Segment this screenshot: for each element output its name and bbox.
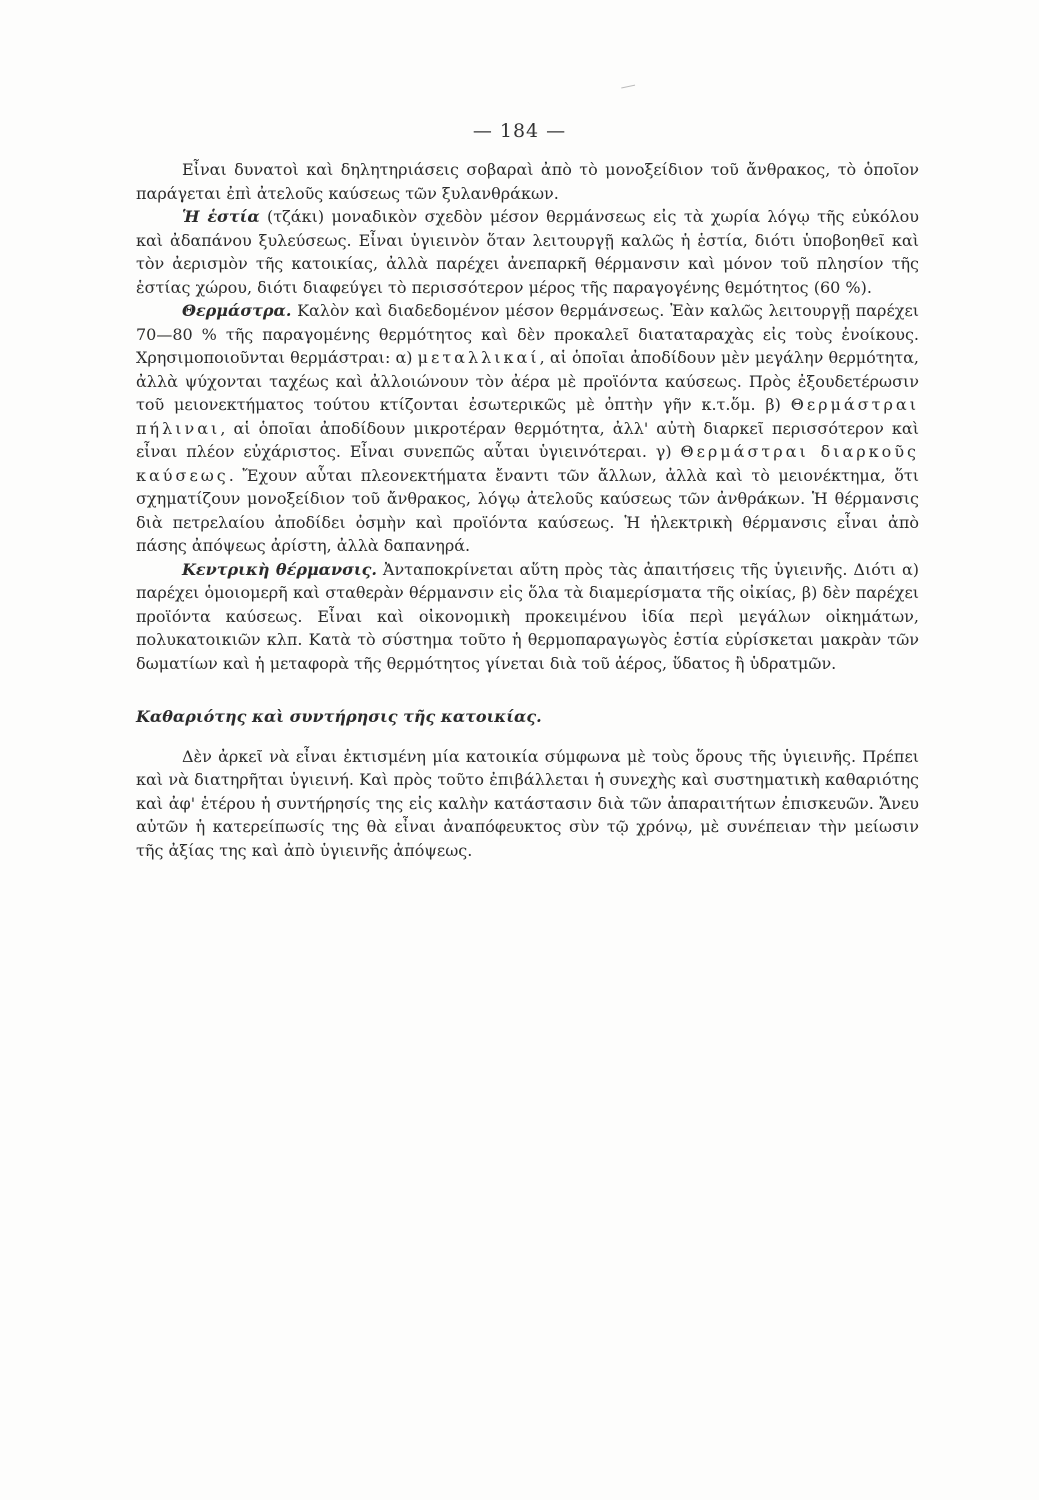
paragraph-stoves bbox=[136, 299, 919, 558]
spaced-term-continuous: Θερμάστραι διαρκοῦς καύσεως bbox=[136, 442, 920, 485]
page-number: — 184 — bbox=[472, 120, 567, 142]
scan-speck bbox=[621, 85, 637, 97]
paragraph-central-heating-lead: Κεντρικὴ θέρμανσις. bbox=[182, 559, 377, 579]
paragraph-intro bbox=[136, 158, 919, 205]
paragraph-stoves-text-d: . Ἔχουν αὗται πλεονεκτήματα ἔναντι τῶν ἄλλων, ἀλλὰ καὶ τὸ μειονέκτημα, ὅτι σχηματίζουν μονοξείδιον τοῦ ἄνθρακος, λόγῳ ἀτελοῦς καύσεως τῶν ἀνθράκων. Ἡ θέρμανσις διὰ πετρελαίου ἀποδίδει ὀσμὴν καὶ προϊόντα καύσεως. Ἡ ἠλεκτρικὴ θέρμανσις εἶναι ἀπὸ πάσης ἀπόψεως ἀρίστη, ἀλλὰ δαπανηρά. bbox=[136, 465, 919, 555]
paragraph-hearth-lead: Ἡ ἑστία bbox=[182, 207, 260, 226]
spaced-term-clay: Θερμάστραι πήλιναι bbox=[136, 395, 919, 438]
paragraph-maintenance bbox=[136, 745, 919, 863]
paragraph-stoves-text-c: , αἱ ὁποῖαι ἀποδίδουν μικροτέραν θερμότητα, ἀλλ' αὐτὴ διαρκεῖ περισσότερον καὶ εἶναι πλέον εὐχάριστος. Εἶναι συνεπῶς αὗται ὑγιεινότεραι. γ) bbox=[136, 418, 919, 461]
paragraph-intro-text: Εἶναι δυνατοὶ καὶ δηλητηριάσεις σοβαραὶ ἀπὸ τὸ μονοξείδιον τοῦ ἄνθρακος, τὸ ὁποῖον παράγεται ἐπὶ ἀτελοῦς καύσεως τῶν ξυλανθράκων. bbox=[136, 160, 919, 203]
paragraph-hearth-text: (τζάκι) μοναδικὸν σχεδὸν μέσον θερμάνσεως εἰς τὰ χωρία λόγῳ τῆς εὐκόλου καὶ ἀδαπάνου ξυλεύσεως. Εἶναι ὑγιεινὸν ὅταν λειτουργῇ καλῶς ἡ ἑστία, διότι ὑποβοηθεῖ καὶ τὸν ἀερισμὸν τῆς κατοικίας, ἀλλὰ παρέχει ἀνεπαρκῆ θέρμανσιν καὶ μόνον τοῦ πλησίον τῆς ἑστίας χώρου, διότι διαφεύγει τὸ περισσότερον μέρος τῆς παραγογένης θεμότητος (60 %). bbox=[136, 207, 920, 297]
section-heading: Καθαριότης καὶ συντήρησις τῆς κατοικίας. bbox=[136, 707, 542, 726]
spaced-term-metal: μεταλλικαί bbox=[417, 348, 540, 367]
page-body bbox=[136, 158, 919, 862]
paragraph-central-heating bbox=[136, 558, 919, 676]
paragraph-stoves-text-b: , αἱ ὁποῖαι ἀποδίδουν μὲν μεγάλην θερμότητα, ἀλλὰ ψύχονται ταχέως καὶ ἀλλοιώνουν τὸν ἀέρα μὲ προϊόντα καύσεως. Πρὸς ἐξουδετέρωσιν τοῦ μειονεκτήματος τούτου κτίζονται ἐσωτερικῶς μὲ ὀπτὴν γῆν κ.τ.ὅμ. β) bbox=[136, 348, 919, 414]
paragraph-central-heating-text: Ἀνταποκρίνεται αὕτη πρὸς τὰς ἀπαιτήσεις τῆς ὑγιεινῆς. Διότι α) παρέχει ὁμοιομερῆ καὶ σταθερὰν θέρμανσιν εἰς ὅλα τὰ διαμερίσματα τῆς οἰκίας, β) δὲν παρέχει προϊόντα καύσεως. Εἶναι καὶ οἰκονομικὴ προκειμένου ἰδία περὶ μεγάλων οἰκημάτων, πολυκατοικιῶν κλπ. Κατὰ τὸ σύστημα τοῦτο ἡ θερμοπαραγωγὸς ἑστία εὑρίσκεται μακρὰν τῶν δωματίων καὶ ἡ μεταφορὰ τῆς θερμότητος γίνεται διὰ τοῦ ἀέρος, ὕδατος ἢ ὑδρατμῶν. bbox=[136, 559, 919, 673]
paragraph-stoves-text-a: Καλὸν καὶ διαδεδομένον μέσον θερμάνσεως. Ἐὰν καλῶς λειτουργῇ παρέχει 70—80 % τῆς παραγομένης θερμότητος καὶ δὲν προκαλεῖ διαταταραχὰς εἰς τοὺς ἐνοίκους. Χρησιμοποιοῦνται θερμάστραι: α) bbox=[136, 301, 919, 367]
paragraph-maintenance-text: Δὲν ἀρκεῖ νὰ εἶναι ἐκτισμένη μία κατοικία σύμφωνα μὲ τοὺς ὅρους τῆς ὑγιεινῆς. Πρέπει καὶ νὰ διατηρῆται ὑγιεινή. Καὶ πρὸς τοῦτο ἐπιβάλλεται ἡ συνεχὴς καὶ συστηματικὴ καθαριότης καὶ ἀφ' ἑτέρου ἡ συντήρησίς της εἰς καλὴν κατάστασιν διὰ τῶν ἀπαραιτήτων ἐπισκευῶν. Ἄνευ αὐτῶν ἡ κατερείπωσίς της θὰ εἶναι ἀναπόφευκτος σὺν τῷ χρόνῳ, μὲ συνέπειαν τὴν μείωσιν τῆς ἀξίας της καὶ ἀπὸ ὑγιεινῆς ἀπόψεως. bbox=[136, 746, 919, 860]
paragraph-hearth bbox=[136, 205, 919, 299]
paragraph-stoves-lead: Θερμάστρα. bbox=[182, 301, 292, 320]
